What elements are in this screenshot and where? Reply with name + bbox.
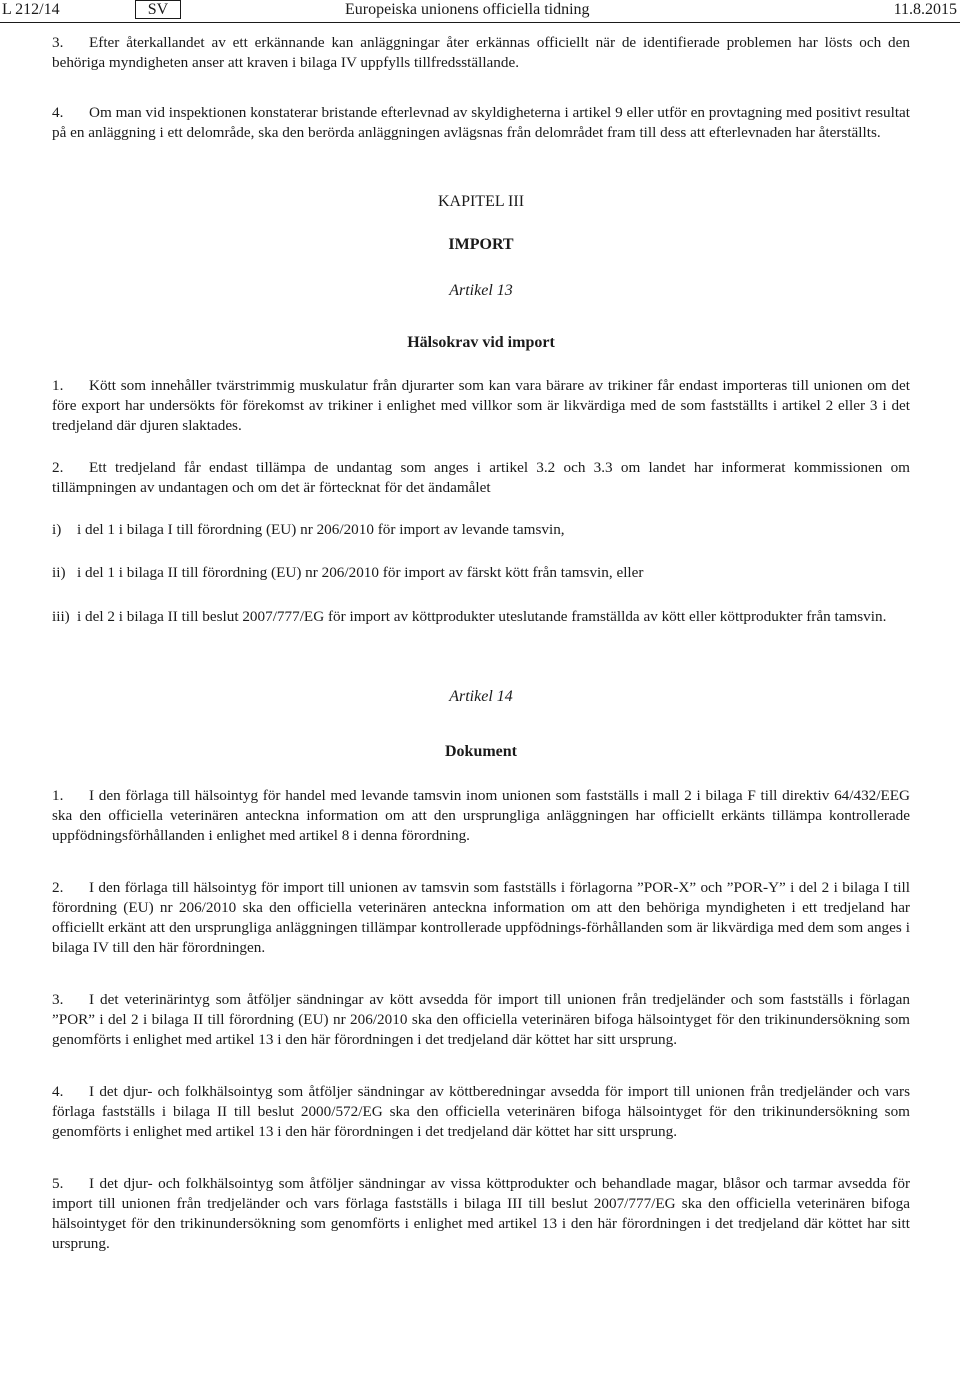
journal-title: Europeiska unionens officiella tidning <box>345 1 590 18</box>
page-reference: L 212/14 <box>2 1 60 18</box>
paragraph: 1. Kött som innehåller tvärstrimmig muskulatur från djurarter som kan vara bärare av trikiner får endast importeras till unionen om det före export har undersökts för förekomst av trikiner i enlighet med villkor som är likvärdiga med de som fastställts i artikel 2 eller 3 i det tredjeland där djuren slaktades. <box>52 377 910 434</box>
chapter-title: IMPORT <box>448 236 514 253</box>
paragraph: 3. Efter återkallandet av ett erkännande kan anläggningar åter erkännas officiellt när de identifierade problemen har lösts och den behöriga myndigheten anser att kraven i bilaga IV uppfylls tillfredsställande. <box>52 34 910 71</box>
paragraph: 4. Om man vid inspektionen konstaterar bristande efterlevnad av skyldigheterna i artikel 9 eller utför en provtagning med positivt resultat på en anläggning i ett delområde, ska den berörda anläggningen avlägsnas från delområdet fram till dess att efterlevnaden har återställts. <box>52 104 910 141</box>
chapter-number: KAPITEL III <box>437 193 525 210</box>
document-body <box>52 33 910 1254</box>
list-item: i) i del 1 i bilaga I till förordning (EU) nr 206/2010 för import av levande tamsvin, <box>52 521 565 538</box>
article-label: Artikel 14 <box>449 688 513 705</box>
page-header <box>0 0 960 20</box>
paragraph: 5. I det djur- och folkhälsointyg som åtföljer sändningar av vissa köttprodukter och behandlade magar, blåsor och tarmar avsedda för import till unionen från tredjeländer och vars förlaga fastställs i bilaga III till beslut 2007/777/EG ska den officiella veterinären bifoga hälsointyget för den trikinundersökning som genomförts i enlighet med artikel 13 i den här förordningen i det tredjeland där köttet har sitt ursprung. <box>52 1175 910 1252</box>
paragraph: 3. I det veterinärintyg som åtföljer sändningar av kött avsedda för import till unionen från tredjeländer och som fastställs i förlagan ”POR” i del 2 i bilaga II till förordning (EU) nr 206/2010 ska den officiella veterinären bifoga hälsointyget för den trikinundersökning som genomförts i enlighet med artikel 13 i den här förordningen i det tredjeland där köttet har sitt ursprung. <box>52 991 910 1048</box>
paragraph: 2. I den förlaga till hälsointyg för import till unionen av tamsvin som fastställs i förlagorna ”POR-X” och ”POR-Y” i del 2 i bilaga I till förordning (EU) nr 206/2010 ska den officiella veterinären anteckna information om att den behöriga myndigheten i ett tredjeland har officiellt erkänt att den ursprungliga anläggningen tillämpar kontrollerade uppfödnings-förhållanden som är likvärdiga med dem som anges i bilaga IV till den här förordningen. <box>52 879 910 956</box>
publication-date: 11.8.2015 <box>893 1 957 18</box>
article-title: Hälsokrav vid import <box>407 334 555 351</box>
paragraph: 2. Ett tredjeland får endast tillämpa de undantag som anges i artikel 3.2 och 3.3 om landet har informerat kommissionen om tillämpningen av undantagen och om det är förtecknat för det ändamålet <box>52 459 910 496</box>
paragraph: 4. I det djur- och folkhälsointyg som åtföljer sändningar av köttberedningar avsedda för import till unionen från tredjeländer och vars förlaga fastställs i bilaga II till beslut 2000/572/EG ska den officiella veterinären bifoga hälsointyget för den trikinundersökning som genomförts i enlighet med artikel 13 i den här förordningen i det tredjeland där köttet har sitt ursprung. <box>52 1083 910 1140</box>
list-item: ii) i del 1 i bilaga II till förordning (EU) nr 206/2010 för import av färskt kött från tamsvin, eller <box>52 564 644 581</box>
language-badge: SV <box>135 0 181 19</box>
article-label: Artikel 13 <box>449 282 513 299</box>
article-title: Dokument <box>444 743 517 760</box>
paragraph: 1. I den förlaga till hälsointyg för handel med levande tamsvin inom unionen som fastställs i mall 2 i bilaga F till direktiv 64/432/EEG ska den officiella veterinären anteckna information om att den ursprungliga anläggningen har officiellt erkänts tillämpa kontrollerade uppfödningsförhållanden i enlighet med artikel 8 i denna förordning. <box>52 787 910 844</box>
list-item: iii) i del 2 i bilaga II till beslut 2007/777/EG för import av köttprodukter uteslutande framställda av kött eller köttprodukter från tamsvin. <box>52 608 887 625</box>
header-rule <box>0 22 960 23</box>
